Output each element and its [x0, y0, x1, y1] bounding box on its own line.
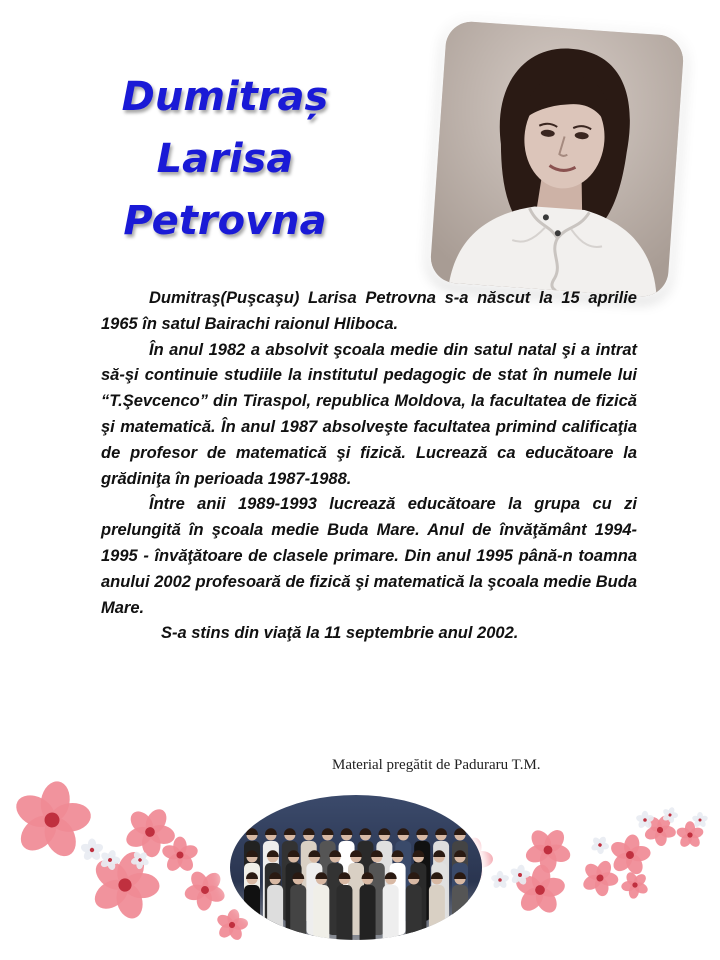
title-line-surname: Dumitraș [121, 74, 329, 120]
bio-paragraph-education: În anul 1982 a absolvit şcoala medie din satul natal şi a intrat să-şi continuie studiile la institutul pedagogic de stat în numele lui “T.Şevcenco” din Tiraspol, republica Moldova, la facultatea de fizică şi matematică. În anul 1987 absolveşte facultatea primind calificaţia de profesor de matematică şi fizică. Lucrează ca educătoare la grădiniţa în perioada 1987-1988. [101, 340, 637, 488]
title-line-name: Larisa [156, 136, 294, 182]
page-title [100, 66, 350, 252]
bio-paragraph-career: Între anii 1989-1993 lucrează educătoare la grupa cu zi prelungită în şcoala medie Buda Mare. Anul de învăţământ 1994-1995 - învăţătoare de clasele primare. Din anul 1995 până-n toamna anului 2002 profesoară de fizică şi matematică la şcoala medie Buda Mare. [101, 495, 637, 617]
portrait-photo-icon [429, 20, 685, 298]
group-photo-icon [230, 795, 482, 940]
group-photo [230, 795, 482, 940]
portrait-photo [429, 20, 685, 298]
title-line-patronymic: Petrovna [123, 198, 327, 244]
author-credit: Material pregătit de Paduraru T.M. [332, 757, 541, 773]
bio-paragraph-birth: Dumitraş(Puşcaşu) Larisa Petrovna s-a născut la 15 aprilie 1965 în satul Bairachi raionul Hliboca. [101, 289, 637, 333]
bio-paragraph-death: S-a stins din viaţă la 11 septembrie anul 2002. [161, 624, 519, 643]
biography-text [101, 286, 637, 647]
